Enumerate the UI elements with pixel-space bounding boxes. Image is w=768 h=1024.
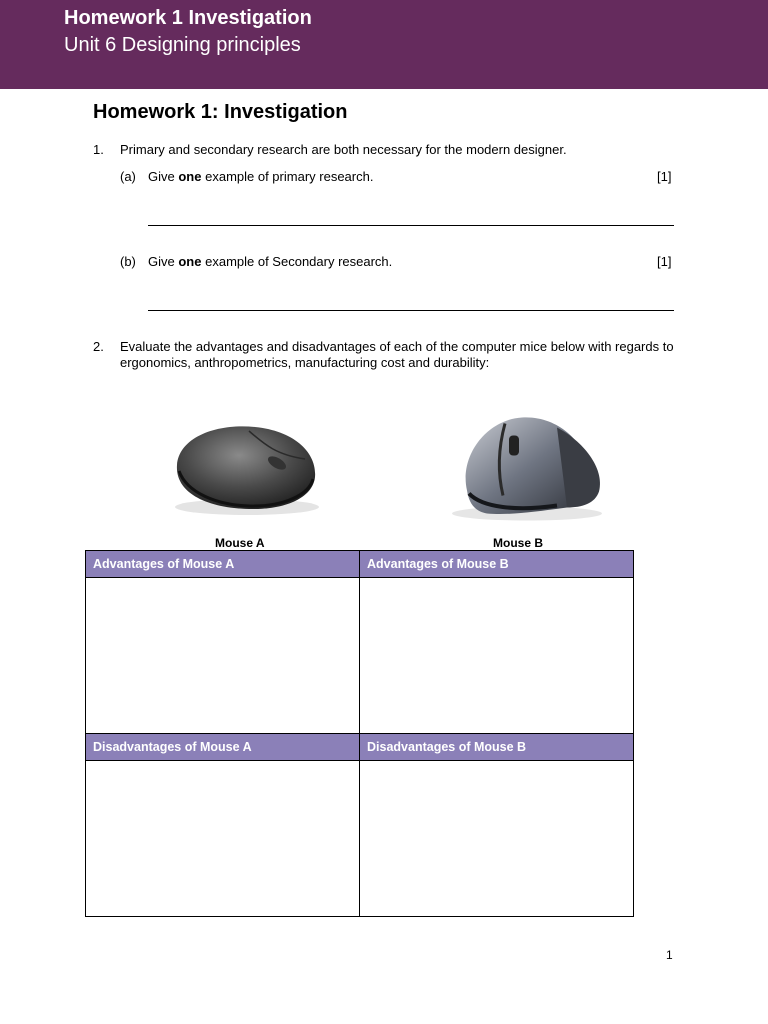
page-number: 1 — [666, 948, 673, 962]
q1b-pre: Give — [148, 254, 175, 269]
advantages-b-header: Advantages of Mouse B — [360, 551, 634, 578]
mouse-b-image — [417, 392, 632, 534]
q1-number: 1. — [93, 142, 104, 157]
mouse-a-drawing — [137, 385, 352, 527]
q1b-post: example of Secondary research. — [205, 254, 393, 269]
q2-text: Evaluate the advantages and disadvantages of each of the computer mice below with regards to ergonomics, anthropometrics, manufacturing cost and durability: — [120, 339, 674, 370]
mouse-a-caption: Mouse A — [215, 536, 265, 550]
disadvantages-a-answer-cell[interactable] — [86, 761, 360, 917]
q1a-answer-line[interactable] — [148, 225, 674, 226]
disadvantages-b-answer-cell[interactable] — [360, 761, 634, 917]
q2-number: 2. — [93, 339, 104, 354]
table-row — [86, 578, 634, 734]
q1b-answer-line[interactable] — [148, 310, 674, 311]
q1a-pre: Give — [148, 169, 175, 184]
table-row — [86, 551, 634, 578]
q1a-post: example of primary research. — [205, 169, 374, 184]
q1b-marks: [1] — [657, 254, 672, 269]
q1a-question — [148, 169, 373, 185]
table-row — [86, 761, 634, 917]
q1-text: Primary and secondary research are both necessary for the modern designer. — [120, 142, 567, 157]
q1b-question — [148, 254, 392, 270]
q1a-label: (a) — [120, 169, 136, 184]
mouse-b-caption: Mouse B — [493, 536, 544, 550]
q1a-emphasis: one — [178, 169, 202, 184]
mouse-a-image — [137, 385, 352, 527]
q1b-label: (b) — [120, 254, 136, 269]
mouse-b-drawing — [417, 392, 632, 534]
header-banner — [0, 0, 768, 89]
advantages-a-header: Advantages of Mouse A — [86, 551, 360, 578]
header-subtitle: Unit 6 Designing principles — [64, 34, 301, 56]
table-row — [86, 734, 634, 761]
advantages-b-answer-cell[interactable] — [360, 578, 634, 734]
evaluation-table — [85, 550, 634, 917]
header-title: Homework 1 Investigation — [64, 7, 312, 29]
advantages-a-answer-cell[interactable] — [86, 578, 360, 734]
disadvantages-a-header: Disadvantages of Mouse A — [86, 734, 360, 761]
page-heading: Homework 1: Investigation — [93, 101, 348, 123]
q1b-emphasis: one — [178, 254, 202, 269]
disadvantages-b-header: Disadvantages of Mouse B — [360, 734, 634, 761]
q1a-marks: [1] — [657, 169, 672, 184]
